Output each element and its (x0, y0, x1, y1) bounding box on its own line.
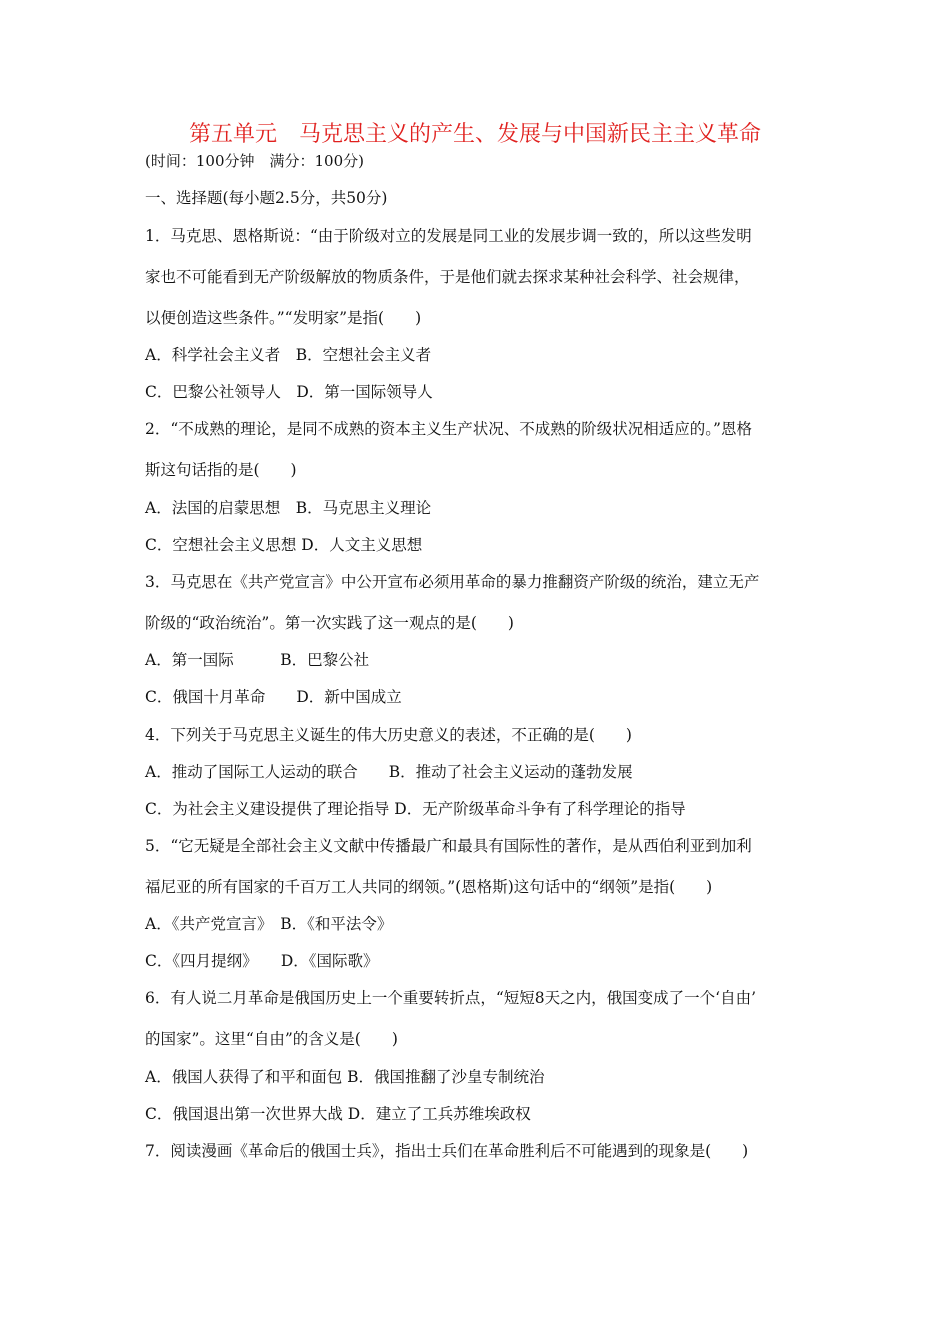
answer-options: A．推动了国际工人运动的联合 B．推动了社会主义运动的蓬勃发展 (145, 763, 633, 781)
question-stem-line: 福尼亚的所有国家的千百万工人共同的纲领。”(恩格斯)这句话中的“纲领”是指( ) (145, 878, 713, 896)
exam-meta: (时间：100分钟 满分：100分) (145, 152, 364, 170)
question-stem-line: 4．下列关于马克思主义诞生的伟大历史意义的表述，不正确的是( ) (145, 726, 632, 744)
answer-options: A．法国的启蒙思想 B．马克思主义理论 (145, 499, 432, 517)
answer-options: A．第一国际 B．巴黎公社 (145, 651, 370, 669)
section-heading: 一、选择题(每小题2.5分，共50分) (145, 189, 388, 207)
question-stem-line: 以便创造这些条件。”“发明家”是指( ) (145, 309, 422, 327)
answer-options: A．科学社会主义者 B．空想社会主义者 (145, 346, 432, 364)
question-stem-line: 斯这句话指的是( ) (145, 461, 297, 479)
answer-options: C．空想社会主义思想 D．人文主义思想 (145, 536, 423, 554)
answer-options: C．俄国十月革命 D．新中国成立 (145, 688, 402, 706)
question-stem-line: 2．“不成熟的理论，是同不成熟的资本主义生产状况、不成熟的阶级状况相适应的。”恩格 (145, 420, 752, 438)
answer-options: A．俄国人获得了和平和面包 B．俄国推翻了沙皇专制统治 (145, 1068, 545, 1086)
page-title: 第五单元 马克思主义的产生、发展与中国新民主主义革命 (188, 122, 761, 147)
question-stem-line: 6．有人说二月革命是俄国历史上一个重要转折点，“短短8天之内，俄国变成了一个‘自由’ (145, 989, 757, 1007)
answer-options: C．俄国退出第一次世界大战 D．建立了工兵苏维埃政权 (145, 1105, 531, 1123)
question-stem-line: 阶级的“政治统治”。第一次实践了这一观点的是( ) (145, 614, 514, 632)
answer-options: C．巴黎公社领导人 D．第一国际领导人 (145, 383, 433, 401)
question-stem-line: 的国家”。这里“自由”的含义是( ) (145, 1030, 398, 1048)
question-stem-line: 5．“它无疑是全部社会主义文献中传播最广和最具有国际性的著作，是从西伯利亚到加利 (145, 837, 752, 855)
question-stem-line: 家也不可能看到无产阶级解放的物质条件，于是他们就去探求某种社会科学、社会规律， (145, 268, 750, 286)
answer-options: C．为社会主义建设提供了理论指导 D．无产阶级革命斗争有了科学理论的指导 (145, 800, 686, 818)
question-stem-line: 7．阅读漫画《革命后的俄国士兵》，指出士兵们在革命胜利后不可能遇到的现象是( ) (145, 1142, 749, 1160)
question-stem-line: 1．马克思、恩格斯说：“由于阶级对立的发展是同工业的发展步调一致的，所以这些发明 (145, 227, 752, 245)
answer-options: C．《四月提纲》 D．《国际歌》 (145, 952, 379, 970)
answer-options: A．《共产党宣言》 B．《和平法令》 (145, 915, 393, 933)
question-stem-line: 3．马克思在《共产党宣言》中公开宣布必须用革命的暴力推翻资产阶级的统治，建立无产 (145, 573, 760, 591)
